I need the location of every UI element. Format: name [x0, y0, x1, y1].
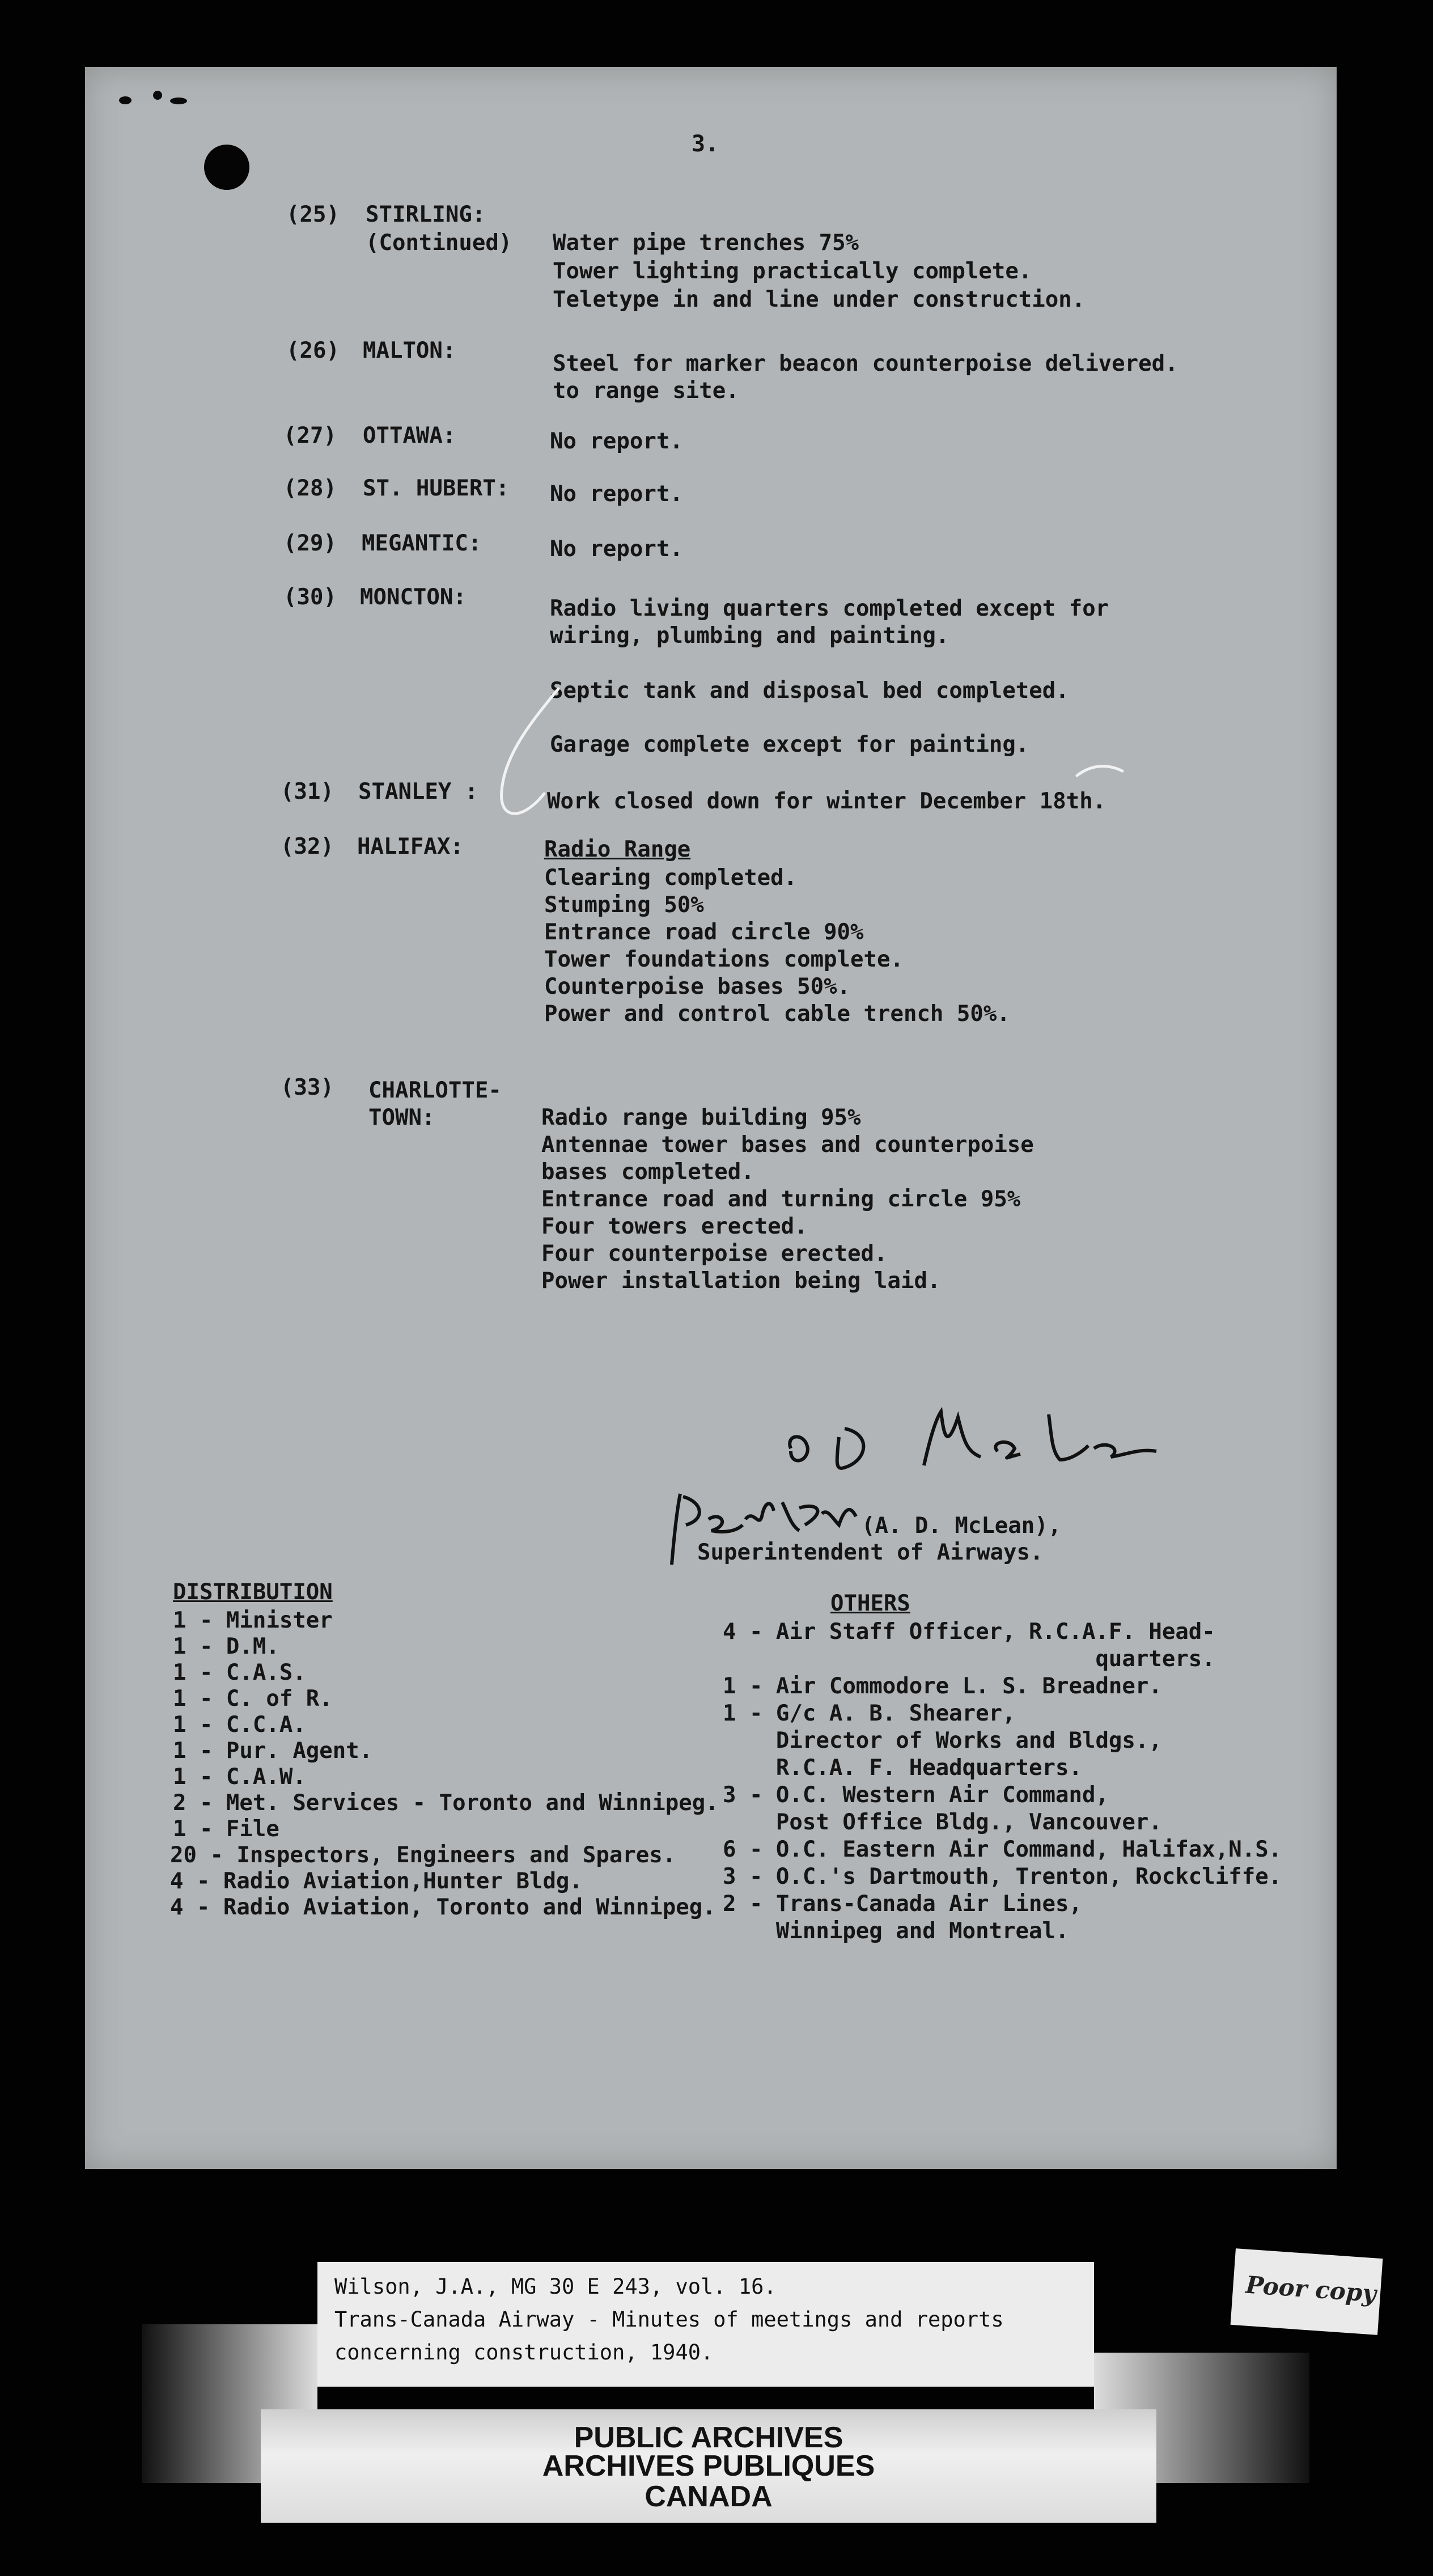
entry-number: (28) [283, 476, 337, 501]
distribution-item: 1 - File [173, 1816, 279, 1842]
archive-stamp [261, 2409, 1156, 2523]
signatory-name: (A. D. McLean), [862, 1513, 1062, 1539]
entry-line: Entrance road circle 90% [544, 920, 864, 945]
margin-bracket-mark [502, 689, 558, 814]
entry-line: Counterpoise bases 50%. [544, 974, 851, 999]
others-item: 2 - Trans-Canada Air Lines, [723, 1891, 1082, 1917]
page-number: 3. [692, 131, 719, 157]
archive-reference-line: concerning construction, 1940. [334, 2340, 714, 2365]
others-item: Winnipeg and Montreal. [723, 1918, 1069, 1944]
entry-line: No report. [550, 429, 683, 454]
entry-number: (30) [283, 584, 337, 610]
others-item: 1 - G/c A. B. Shearer, [723, 1701, 1016, 1726]
entry-heading: Radio Range [544, 837, 691, 862]
entry-number: (33) [281, 1075, 334, 1100]
others-item: 1 - Air Commodore L. S. Breadner. [723, 1673, 1162, 1699]
archive-reference-line: Trans-Canada Airway - Minutes of meetings and reports [334, 2307, 1004, 2332]
entry-line: to range site. [553, 378, 739, 404]
distribution-item: 4 - Radio Aviation,Hunter Bldg. [170, 1869, 583, 1894]
entry-line: Power installation being laid. [541, 1268, 941, 1294]
archive-stamp-line: ARCHIVES PUBLIQUES [542, 2450, 875, 2482]
entry-location: MEGANTIC: [362, 531, 482, 556]
entry-number: (26) [286, 338, 340, 363]
entry-location: HALIFAX: [357, 834, 464, 859]
others-item: 4 - Air Staff Officer, R.C.A.F. Head- [723, 1619, 1215, 1645]
archive-reference-label [317, 2262, 1094, 2387]
signature-stroke [1094, 1445, 1156, 1457]
entry-line: Antennae tower bases and counterpoise [541, 1132, 1034, 1158]
entry-line: Radio living quarters completed except for [550, 596, 1109, 621]
entry-line: Entrance road and turning circle 95% [541, 1187, 1021, 1212]
entry-number: (32) [281, 834, 334, 859]
entry-location: STANLEY : [358, 779, 478, 804]
others-item: 6 - O.C. Eastern Air Command, Halifax,N.S. [723, 1837, 1282, 1862]
distribution-item: 1 - Minister [173, 1608, 333, 1633]
signature-stroke [995, 1442, 1020, 1458]
signature-stroke [837, 1429, 864, 1468]
entry-location: MONCTON: [360, 584, 467, 610]
entry-location: OTTAWA: [363, 423, 456, 448]
entry-location: CHARLOTTE- [368, 1078, 502, 1103]
entry-location: ST. HUBERT: [363, 476, 510, 501]
entry-line: No report. [550, 536, 683, 562]
others-item: 3 - O.C. Western Air Command, [723, 1782, 1109, 1808]
distribution-item: 20 - Inspectors, Engineers and Spares. [170, 1842, 676, 1868]
archive-stamp-line: CANADA [645, 2480, 773, 2513]
per-mark-stroke [683, 1497, 774, 1532]
distribution-item: 2 - Met. Services - Toronto and Winnipeg. [173, 1790, 719, 1816]
entry-line: Power and control cable trench 50%. [544, 1001, 1010, 1027]
others-item: quarters. [723, 1646, 1215, 1672]
entry-line: Teletype in and line under construction. [553, 287, 1086, 312]
distribution-item: 1 - C.A.W. [173, 1764, 306, 1790]
distribution-heading: DISTRIBUTION [173, 1579, 333, 1605]
entry-number: (29) [283, 531, 337, 556]
margin-swoosh-mark [1077, 766, 1122, 776]
entry-location-cont: TOWN: [368, 1105, 435, 1130]
entry-line: Septic tank and disposal bed completed. [550, 678, 1069, 704]
signatory-title: Superintendent of Airways. [697, 1540, 1044, 1565]
entry-line: Tower foundations complete. [544, 947, 904, 972]
entry-line: Work closed down for winter December 18th. [547, 789, 1106, 814]
entry-line: Tower lighting practically complete. [553, 259, 1032, 284]
signature-text [791, 1400, 795, 1401]
entry-line: Water pipe trenches 75% [553, 230, 859, 256]
entry-location: STIRLING: [366, 202, 486, 227]
archive-stamp-line: PUBLIC ARCHIVES [574, 2421, 843, 2454]
others-item: Post Office Bldg., Vancouver. [723, 1810, 1162, 1835]
distribution-item: 1 - C.A.S. [173, 1660, 306, 1685]
others-item: R.C.A. F. Headquarters. [723, 1755, 1082, 1781]
entry-location: MALTON: [363, 338, 456, 363]
entry-number: (31) [281, 779, 334, 804]
signature-stroke [790, 1437, 808, 1460]
entry-line: Four counterpoise erected. [541, 1241, 888, 1266]
entry-line: No report. [550, 481, 683, 507]
entry-line: Garage complete except for painting. [550, 732, 1029, 757]
distribution-item: 1 - C. of R. [173, 1686, 333, 1711]
entry-line: Steel for marker beacon counterpoise delivered. [553, 351, 1178, 376]
entry-location-cont: (Continued) [366, 230, 512, 256]
signature-stroke [924, 1412, 981, 1465]
poor-copy-text: Poor copy [1244, 2270, 1377, 2308]
entry-number: (27) [283, 423, 337, 448]
entry-line: Clearing completed. [544, 865, 798, 891]
entry-line: wiring, plumbing and painting. [550, 623, 949, 649]
others-heading: OTHERS [830, 1591, 910, 1616]
entry-number: (25) [286, 202, 340, 227]
entry-line: Radio range building 95% [541, 1105, 861, 1130]
others-item: Director of Works and Bldgs., [723, 1728, 1162, 1753]
distribution-item: 1 - D.M. [173, 1634, 279, 1659]
entry-line: bases completed. [541, 1159, 754, 1185]
distribution-item: 1 - C.C.A. [173, 1712, 306, 1738]
distribution-item: 1 - Pur. Agent. [173, 1738, 373, 1764]
signature-stroke [1049, 1414, 1088, 1460]
poor-copy-tag [1231, 2248, 1383, 2335]
distribution-item: 4 - Radio Aviation, Toronto and Winnipeg. [170, 1895, 716, 1920]
entry-line: Stumping 50% [544, 892, 704, 918]
per-mark-stroke [782, 1502, 856, 1531]
per-mark-stroke [672, 1494, 680, 1565]
entry-line: Four towers erected. [541, 1214, 808, 1239]
others-item: 3 - O.C.'s Dartmouth, Trenton, Rockcliffe. [723, 1864, 1282, 1889]
archive-reference-line: Wilson, J.A., MG 30 E 243, vol. 16. [334, 2274, 777, 2299]
